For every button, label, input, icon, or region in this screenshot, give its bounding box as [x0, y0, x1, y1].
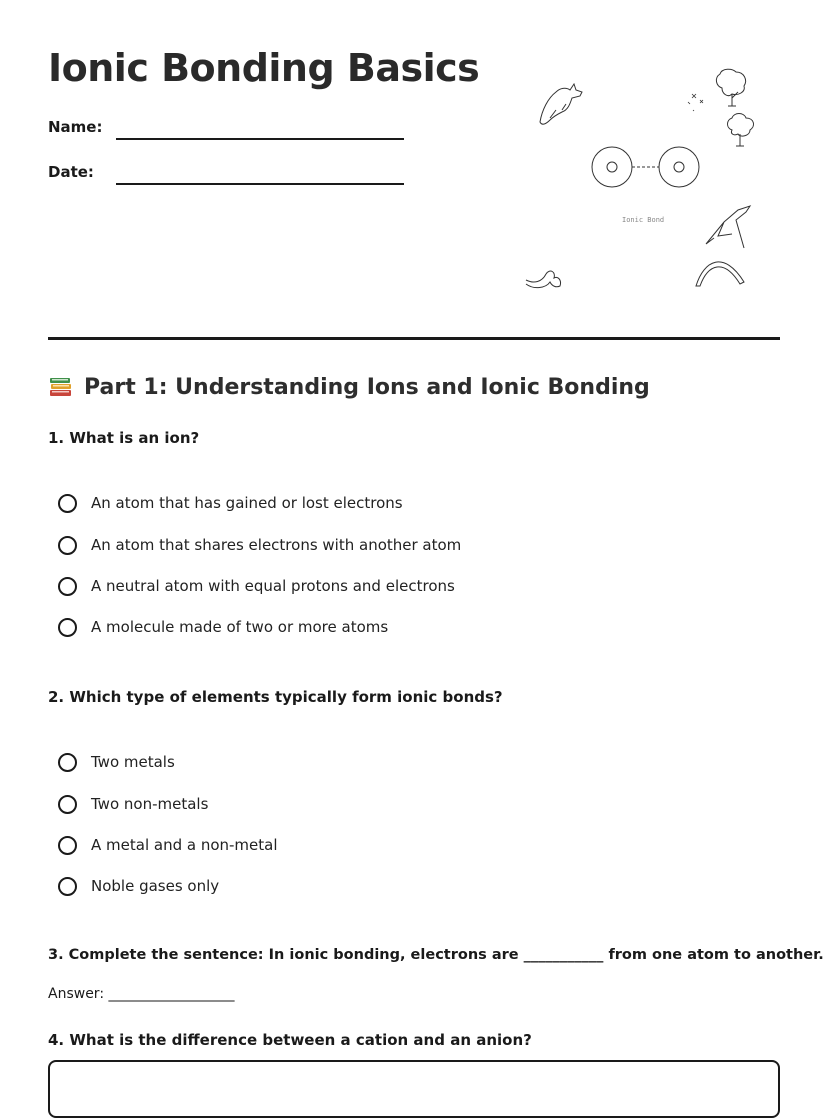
- radio-button[interactable]: [58, 877, 77, 896]
- radio-button[interactable]: [58, 753, 77, 772]
- option-label: An atom that has gained or lost electrons: [91, 494, 403, 512]
- radio-button[interactable]: [58, 795, 77, 814]
- q1-option-b[interactable]: [58, 533, 461, 557]
- q2-option-a[interactable]: [58, 750, 175, 774]
- question-3: 3. Complete the sentence: In ionic bonding, electrons are ___________ from one atom to another.: [48, 947, 824, 963]
- q1-option-d[interactable]: [58, 615, 388, 639]
- option-label: A neutral atom with equal protons and electrons: [91, 577, 455, 595]
- illustration-caption: Ionic Bond: [622, 216, 665, 224]
- question-2: 2. Which type of elements typically form ionic bonds?: [48, 688, 503, 706]
- name-field[interactable]: [116, 138, 404, 140]
- option-label: A metal and a non-metal: [91, 836, 278, 854]
- section-divider: [48, 337, 780, 340]
- radio-button[interactable]: [58, 536, 77, 555]
- books-icon: [48, 374, 74, 400]
- option-label: Two metals: [91, 753, 175, 771]
- section-title-text: Part 1: Understanding Ions and Ionic Bonding: [84, 374, 650, 400]
- radio-button[interactable]: [58, 494, 77, 513]
- illustration-cluster: [510, 60, 790, 300]
- radio-button[interactable]: [58, 577, 77, 596]
- date-label: Date:: [48, 163, 94, 181]
- page-title: Ionic Bonding Basics: [48, 46, 480, 90]
- name-label: Name:: [48, 118, 103, 136]
- sparkle-icon: [688, 94, 703, 111]
- atom-icon: [659, 147, 699, 187]
- section-title: [48, 374, 650, 400]
- q2-option-c[interactable]: [58, 833, 278, 857]
- arch-icon: [696, 262, 744, 286]
- answer-field[interactable]: Answer: __________________: [48, 986, 235, 1002]
- radio-button[interactable]: [58, 836, 77, 855]
- chair-icon: [706, 206, 750, 248]
- tree-icon: [728, 114, 754, 147]
- q1-option-a[interactable]: [58, 491, 403, 515]
- option-label: Two non-metals: [91, 795, 209, 813]
- q2-option-d[interactable]: [58, 874, 219, 898]
- radio-button[interactable]: [58, 618, 77, 637]
- atom-icon: [592, 147, 632, 187]
- kangaroo-icon: [540, 84, 582, 124]
- date-field[interactable]: [116, 183, 404, 185]
- question-4: 4. What is the difference between a cation and an anion?: [48, 1031, 532, 1049]
- tree-icon: [716, 69, 745, 106]
- question-1: 1. What is an ion?: [48, 429, 200, 447]
- option-label: An atom that shares electrons with another atom: [91, 536, 462, 554]
- option-label: A molecule made of two or more atoms: [91, 618, 389, 636]
- answer-textbox[interactable]: [48, 1060, 780, 1118]
- q1-option-c[interactable]: [58, 574, 455, 598]
- q2-option-b[interactable]: [58, 792, 208, 816]
- worm-icon: [526, 271, 561, 288]
- option-label: Noble gases only: [91, 877, 220, 895]
